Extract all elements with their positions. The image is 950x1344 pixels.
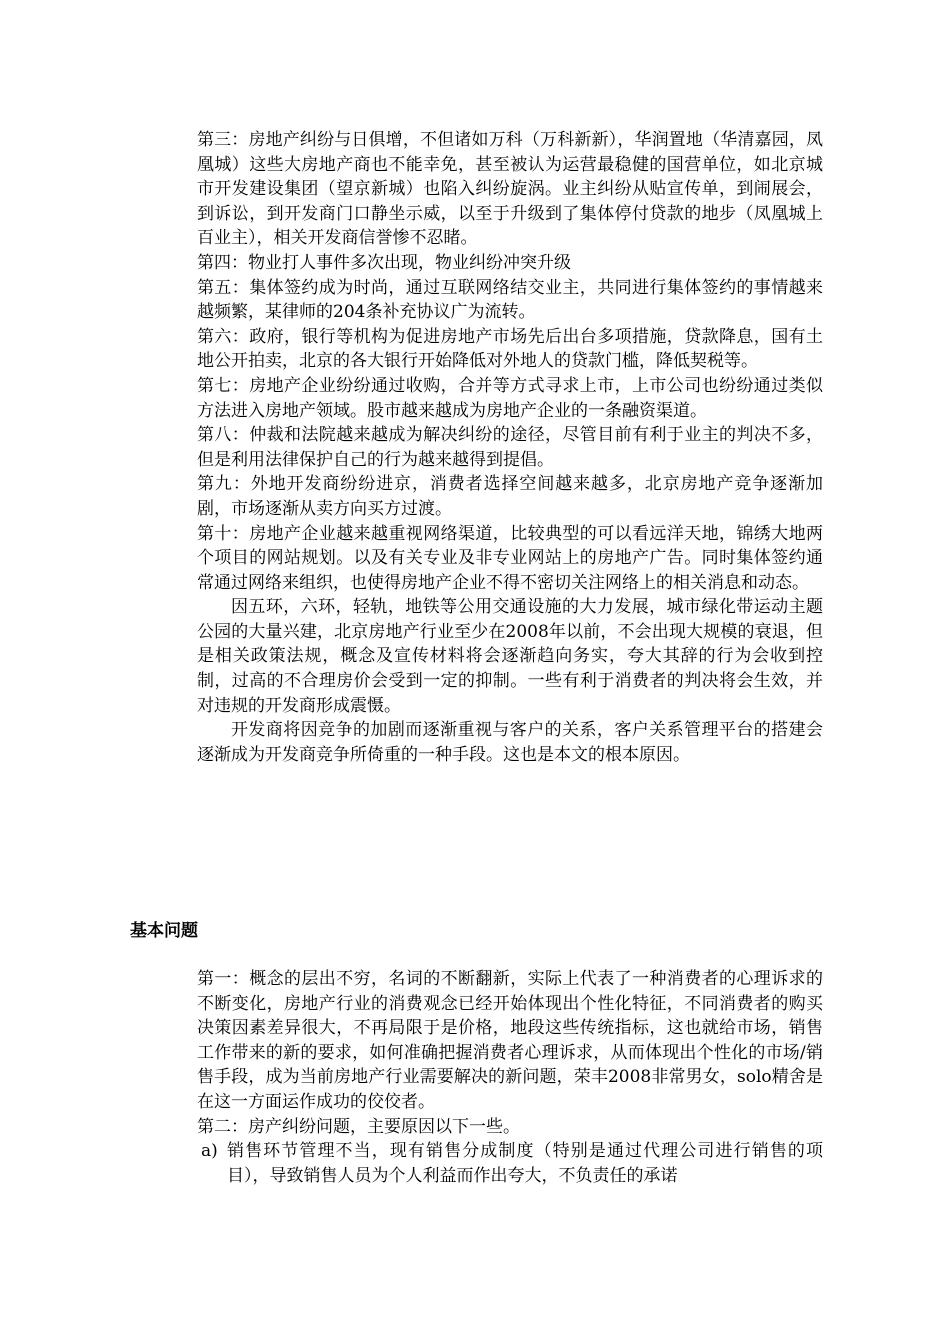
paragraph-ninth: 第九：外地开发商纷纷进京，消费者选择空间越来越多，北京房地产竞争逐渐加剧，市场逐渐从卖方向买方过渡。 [197,474,823,519]
paragraph-third: 第三：房地产纠纷与日俱增，不但诸如万科（万科新新），华润置地（华清嘉园，凤凰城）这些大房地产商也不能幸免，甚至被认为运营最稳健的国营单位，如北京城市开发建设集团（望京新城）也陷入纠纷旋涡。业主纠纷从贴宣传单，到闹展会，到诉讼，到开发商门口静坐示威，以至于升级到了集体停付贷款的地步（凤凰城上百业主），相关开发商信誉惨不忍睹。 [197,130,823,249]
list-marker: a) [201,1141,218,1162]
paragraph-eighth: 第八：仲裁和法院越来越成为解决纠纷的途径，尽管目前有利于业主的判决不多，但是利用法律保护自己的行为越来越得到提倡。 [197,425,823,470]
paragraph-second-problem: 第二：房产纠纷问题，主要原因以下一些。 [197,1116,520,1137]
section-heading-basic-problems: 基本问题 [130,921,198,941]
body-section-problems [197,967,823,1188]
paragraph-outlook: 因五环，六环，轻轨，地铁等公用交通设施的大力发展，城市绿化带运动主题公园的大量兴建，北京房地产行业至少在2008年以前，不会出现大规模的衰退，但是相关政策法规，概念及宣传材料将会逐渐趋向务实，夸大其辞的行为会收到控制，过高的不合理房价会受到一定的抑制。一些有利于消费者的判决将会生效，并对违规的开发商形成震慑。 [197,597,823,716]
paragraph-fifth: 第五：集体签约成为时尚，通过互联网络结交业主，共同进行集体签约的事情越来越频繁，某律师的204条补充协议广为流转。 [197,277,823,323]
paragraph-first-problem: 第一：概念的层出不穷，名词的不断翻新，实际上代表了一种消费者的心理诉求的不断变化，房地产行业的消费观念已经开始体现出个性化特征，不同消费者的购买决策因素差异很大，不再局限于是价格，地段这些传统指标，这也就给市场，销售工作带来的新的要求，如何准确把握消费者心理诉求，从而体现出个性化的市场/销售手段，成为当前房地产行业需要解决的新问题，荣丰2008非常男女，solo精舍是在这一方面运作成功的佼佼者。 [197,969,823,1112]
paragraph-fourth: 第四：物业打人事件多次出现，物业纠纷冲突升级 [197,252,571,273]
paragraph-seventh: 第七：房地产企业纷纷通过收购，合并等方式寻求上市，上市公司也纷纷通过类似方法进入房地产领域。股市越来越成为房地产企业的一条融资渠道。 [197,375,823,421]
body-section-trends [197,128,823,767]
paragraph-sixth: 第六：政府，银行等机构为促进房地产市场先后出台多项措施，贷款降息，国有土地公开拍卖，北京的各大银行开始降低对外地人的贷款门槛，降低契税等。 [197,326,823,372]
list-item [197,1139,823,1188]
paragraph-conclusion: 开发商将因竞争的加剧而逐渐重视与客户的关系，客户关系管理平台的搭建会逐渐成为开发商竞争所倚重的一种手段。这也是本文的根本原因。 [197,720,823,765]
list-item-text: 销售环节管理不当，现有销售分成制度（特别是通过代理公司进行销售的项目），导致销售人员为个人利益而作出夸大，不负责任的承诺 [227,1141,823,1186]
paragraph-tenth: 第十：房地产企业越来越重视网络渠道，比较典型的可以看远洋天地，锦绣大地两个项目的网站规划。以及有关专业及非专业网站上的房地产广告。同时集体签约通常通过网络来组织，也使得房地产企业不得不密切关注网络上的相关消息和动态。 [197,523,823,593]
